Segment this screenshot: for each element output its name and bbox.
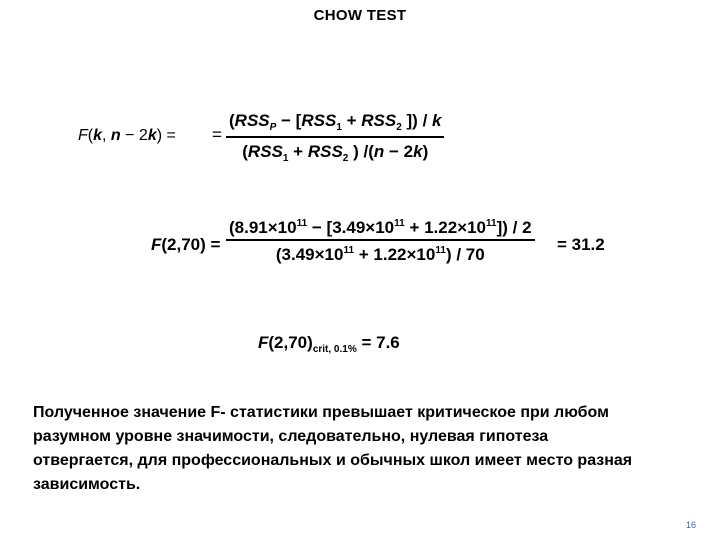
general-formula-fraction xyxy=(226,112,444,164)
numeric-formula-lhs: F(2,70) = xyxy=(151,235,221,254)
general-formula-numerator: ($RSS_P - [RSS_1 + RSS_2$ ]) / k xyxy=(229,111,442,133)
slide-title: CHOW TEST xyxy=(313,7,407,24)
general-formula-denominator: ($RSS_1 + RSS_2$ ) /(n − 2k) xyxy=(242,141,429,164)
general-formula-eq-sign: = xyxy=(212,125,222,144)
numeric-formula-denominator: $(3.49\times 10^{11} + 1.22\times 10^{11}) / 70$ xyxy=(275,244,485,264)
critical-formula: $F(2,70)_{crit, 0.1\%} = 7.6$ xyxy=(258,333,400,355)
conclusion-text: Полученное значение F- статистики превышает критическое при любом разумном уровне значимости, следовательно, нулевая гипотеза отвергается, для профессиональных и обычных школ имеет место разная зависимость. xyxy=(33,404,633,493)
numeric-formula-result: = 31.2 xyxy=(557,235,605,254)
numeric-formula-numerator: $(8.91\times 10^{11} - [3.49\times 10^{11} + 1.22\times 10^{11}]) / 2$ xyxy=(229,218,532,237)
page-number: 16 xyxy=(686,520,697,530)
numeric-formula-fraction xyxy=(226,219,535,263)
general-formula-lhs: F(k, n − 2k) = xyxy=(78,127,176,144)
